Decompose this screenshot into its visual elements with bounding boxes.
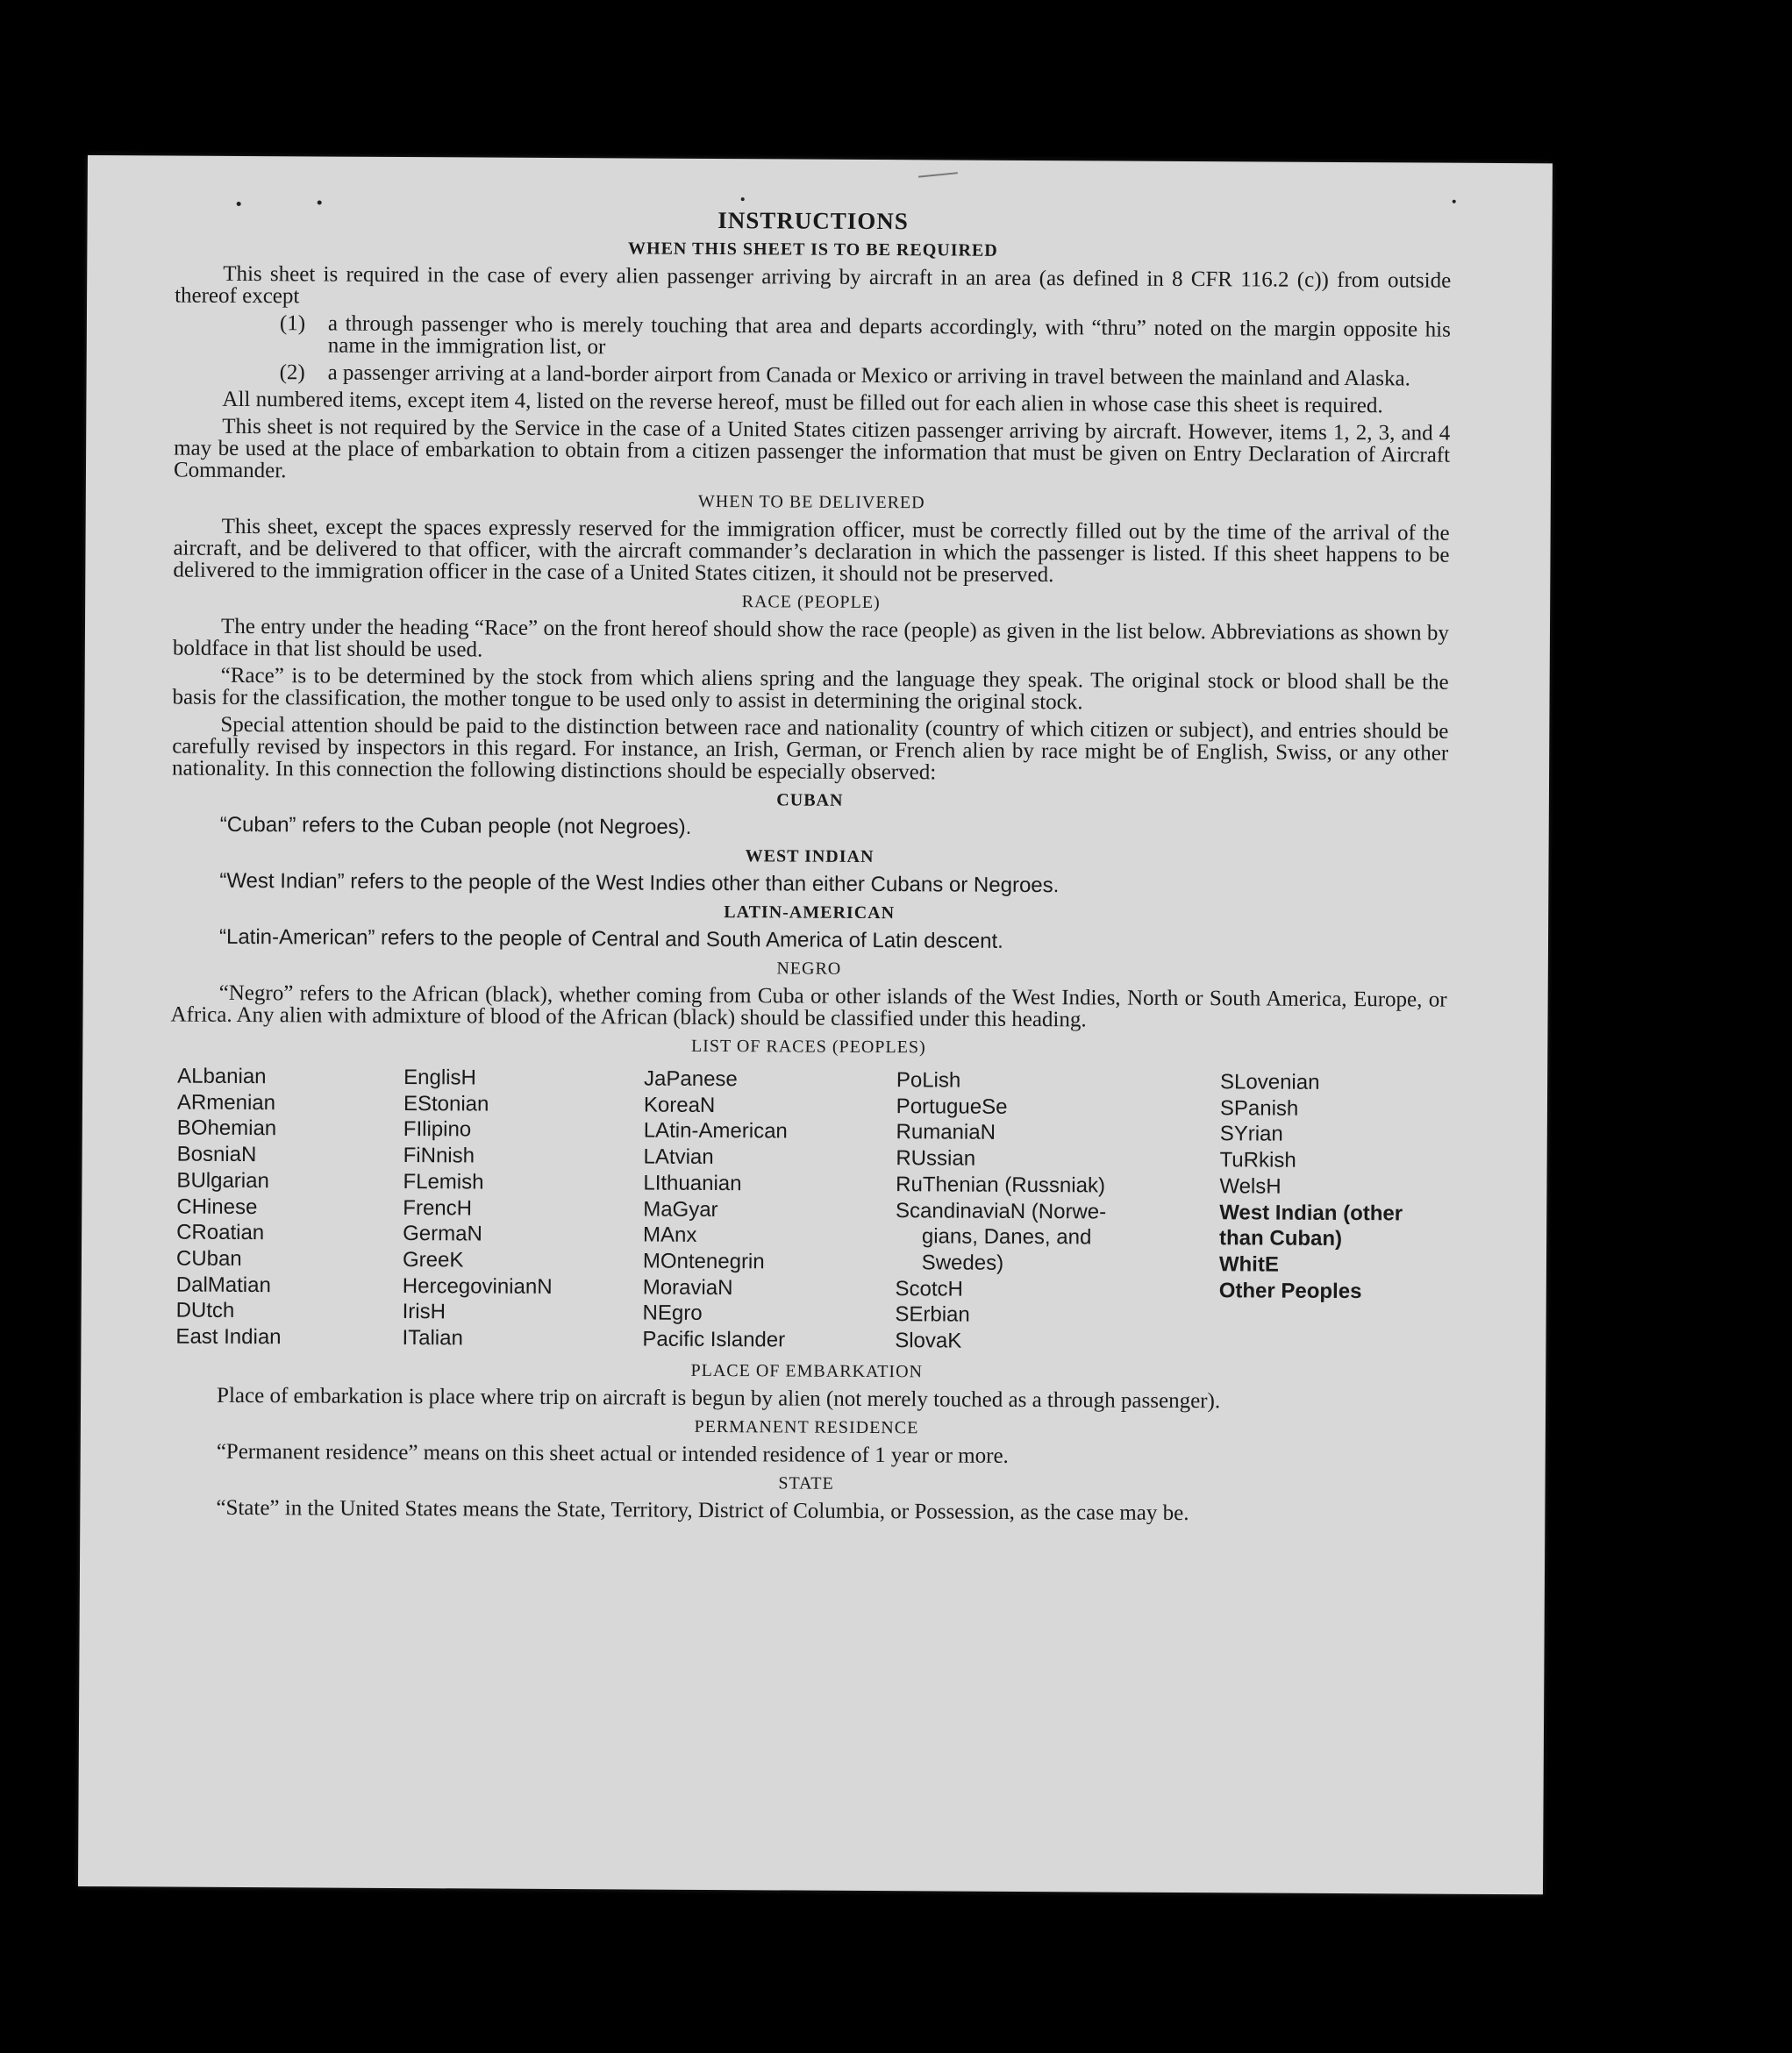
race-entry: ALbanian <box>177 1064 267 1089</box>
race-entry: Pacific Islander <box>642 1327 786 1352</box>
race-entry: MAnx <box>643 1223 697 1248</box>
race-entry: LAtvian <box>643 1144 714 1170</box>
heading-negro: NEGRO <box>776 959 842 979</box>
race-entry: ScandinaviaN (Norwe- <box>895 1198 1107 1224</box>
exception-item-1 <box>280 312 1451 362</box>
latin-american-paragraph: “Latin-American” refers to the people of Central and South America of Latin descent. <box>218 924 1003 953</box>
scan-scratch-mark <box>918 172 958 177</box>
race-entry: WelsH <box>1219 1174 1282 1199</box>
race-entry: SlovaK <box>895 1329 962 1353</box>
races-column-3 <box>642 1066 896 1354</box>
race-entry: ScotcH <box>895 1276 963 1301</box>
race-entry: EStonian <box>403 1091 489 1116</box>
dust-speck <box>237 202 241 206</box>
heading-when-required: WHEN THIS SHEET IS TO BE REQUIRED <box>628 239 998 260</box>
race-entry: RumaniaN <box>896 1120 996 1145</box>
races-column-5 <box>1218 1069 1446 1357</box>
race-entry: GermaN <box>403 1222 482 1246</box>
race-entry: HercegovinianN <box>402 1273 553 1299</box>
heading-cuban: CUBAN <box>776 790 844 810</box>
race-entry: JaPanese <box>644 1066 738 1092</box>
race-entry: ARmenian <box>176 1090 276 1115</box>
race-entry: SErbian <box>895 1302 970 1327</box>
race-entry: RuThenian (Russniak) <box>896 1172 1106 1198</box>
heading-embarkation: PLACE OF EMBARKATION <box>690 1360 924 1382</box>
race-entry: CHinese <box>176 1194 258 1219</box>
race-entry: KoreaN <box>643 1093 716 1117</box>
instructions-content <box>168 207 1451 1531</box>
race-entry: IrisH <box>402 1300 446 1324</box>
race-entry: MOntenegrin <box>642 1249 765 1274</box>
race-entry: GreeK <box>402 1247 464 1272</box>
page-title: INSTRUCTIONS <box>718 207 909 235</box>
race-entry: Other Peoples <box>1218 1278 1362 1303</box>
race-entry: PoLish <box>896 1068 961 1093</box>
race-entry: SYrian <box>1219 1122 1283 1147</box>
races-column-4 <box>895 1067 1220 1356</box>
races-column-2 <box>402 1065 644 1352</box>
exception-number: (1) <box>279 311 306 336</box>
cuban-paragraph: “Cuban” refers to the Cuban people (not Negroes). <box>219 812 692 839</box>
race-entry: DalMatian <box>175 1272 271 1297</box>
race-entry: SPanish <box>1219 1095 1299 1121</box>
numbered-items-paragraph: All numbered items, except item 4, listed on the reverse hereof, must be filled out for each alien in whose case this sheet is required. <box>222 387 1383 418</box>
race-paragraph-1: The entry under the heading “Race” on the front hereof should show the race (people) as given in the list below. Abbreviations as shown by boldface in that list should be used. <box>172 614 1450 662</box>
race-entry: CUban <box>175 1246 242 1271</box>
race-paragraph-3: Special attention should be paid to the distinction between race and nationality (country of which citizen or subject), and entries should be carefully revised by inspectors in this regard. For instance, an Irish, German, or French alien by race might be of English, Swiss, or any other nationality. In this connection the following distinctions should be especially observed: <box>172 712 1449 785</box>
race-entry-continued: Swedes) <box>921 1251 1004 1275</box>
race-entry-continued: gians, Danes, and <box>921 1224 1092 1250</box>
heading-list-of-races: LIST OF RACES (PEOPLES) <box>690 1036 926 1058</box>
race-entry: BosniaN <box>176 1142 257 1167</box>
race-entry: LAtin-American <box>643 1118 788 1144</box>
race-entry: EnglisH <box>403 1066 476 1090</box>
heading-latin-american: LATIN-AMERICAN <box>724 902 896 923</box>
exception-text: a through passenger who is merely touching that area and departs accordingly, with “thru” noted on the margin opposite his name in the immigration list, or <box>327 311 1451 360</box>
race-entry: BUlgarian <box>176 1168 269 1193</box>
west-indian-paragraph: “West Indian” refers to the people of the West Indies other than either Cubans or Negroes. <box>219 868 1060 898</box>
exception-item-2 <box>280 361 1451 389</box>
exception-number: (2) <box>279 360 305 385</box>
race-entry: RUssian <box>896 1146 976 1171</box>
race-entry: LIthuanian <box>643 1171 742 1195</box>
heading-permanent-residence: PERMANENT RESIDENCE <box>694 1416 919 1438</box>
race-entry: ITalian <box>402 1326 463 1351</box>
race-entry: CRoatian <box>176 1220 265 1245</box>
heading-when-delivered: WHEN TO BE DELIVERED <box>697 491 925 513</box>
race-entry: MaGyar <box>643 1197 718 1222</box>
embarkation-paragraph: Place of embarkation is place where trip on aircraft is begun by alien (not merely touched as a through passenger). <box>217 1383 1221 1413</box>
race-entry: FIlipino <box>403 1117 472 1142</box>
race-entry: East Indian <box>175 1324 282 1350</box>
heading-state: STATE <box>778 1473 834 1493</box>
race-entry-continued: than Cuban) <box>1219 1226 1343 1251</box>
when-delivered-paragraph: This sheet, except the spaces expressly reserved for the immigration officer, must be correctly filled out by the time of the arrival of the aircraft, and be delivered to that officer, with the aircraft commander’s declaration in which the passenger is listed. If this sheet happens to be delivered to the immigration officer in the case of a United States citizen, it should not be preserved. <box>173 514 1450 588</box>
dust-speck <box>318 200 322 204</box>
when-required-intro: This sheet is required in the case of every alien passenger arriving by aircraft in an area (as defined in 8 CFR 116.2 (c)) from outside thereof except <box>175 261 1452 309</box>
race-entry: FiNnish <box>403 1144 475 1168</box>
race-entry: SLovenian <box>1219 1070 1320 1094</box>
race-entry: West Indian (other <box>1219 1200 1403 1225</box>
races-list <box>168 1064 1446 1358</box>
heading-race: RACE (PEOPLE) <box>741 592 881 613</box>
document-sheet <box>78 155 1553 1894</box>
race-entry: PortugueSe <box>896 1094 1008 1119</box>
race-entry: MoraviaN <box>642 1275 733 1300</box>
race-entry: TuRkish <box>1219 1148 1296 1173</box>
race-entry: FLemish <box>403 1169 484 1194</box>
negro-paragraph: “Negro” refers to the African (black), whether coming from Cuba or other islands of the West Indies, North or South America, Europe, or Africa. Any alien with admixture of blood of the African (black) should be classified under this heading. <box>170 980 1447 1032</box>
race-entry: FrencH <box>403 1195 473 1220</box>
race-entry: NEgro <box>642 1301 703 1326</box>
heading-west-indian: WEST INDIAN <box>745 846 875 867</box>
citizen-paragraph: This sheet is not required by the Service in the case of a United States citizen passenger arriving by aircraft. However, items 1, 2, 3, and 4 may be used at the place of embarkation to obtain from a citizen passenger the information that must be given on Entry Declaration of Aircraft Commander. <box>173 414 1451 483</box>
exception-text: a passenger arriving at a land-border airport from Canada or Mexico or arriving in travel between the mainland and Alaska. <box>327 360 1410 391</box>
race-entry: WhitE <box>1218 1252 1279 1277</box>
race-paragraph-2: “Race” is to be determined by the stock from which aliens spring and the language they speak. The original stock or blood shall be the basis for the classification, the mother tongue to be used only to assist in determining the original stock. <box>172 663 1449 715</box>
race-entry: BOhemian <box>176 1116 277 1141</box>
state-paragraph: “State” in the United States means the State, Territory, District of Columbia, or Possession, as the case may be. <box>216 1495 1189 1525</box>
race-entry: DUtch <box>175 1298 235 1323</box>
dust-speck <box>741 197 745 201</box>
residence-paragraph: “Permanent residence” means on this sheet actual or intended residence of 1 year or more. <box>216 1439 1009 1468</box>
races-column-1 <box>175 1064 403 1351</box>
dust-speck <box>1453 200 1456 203</box>
